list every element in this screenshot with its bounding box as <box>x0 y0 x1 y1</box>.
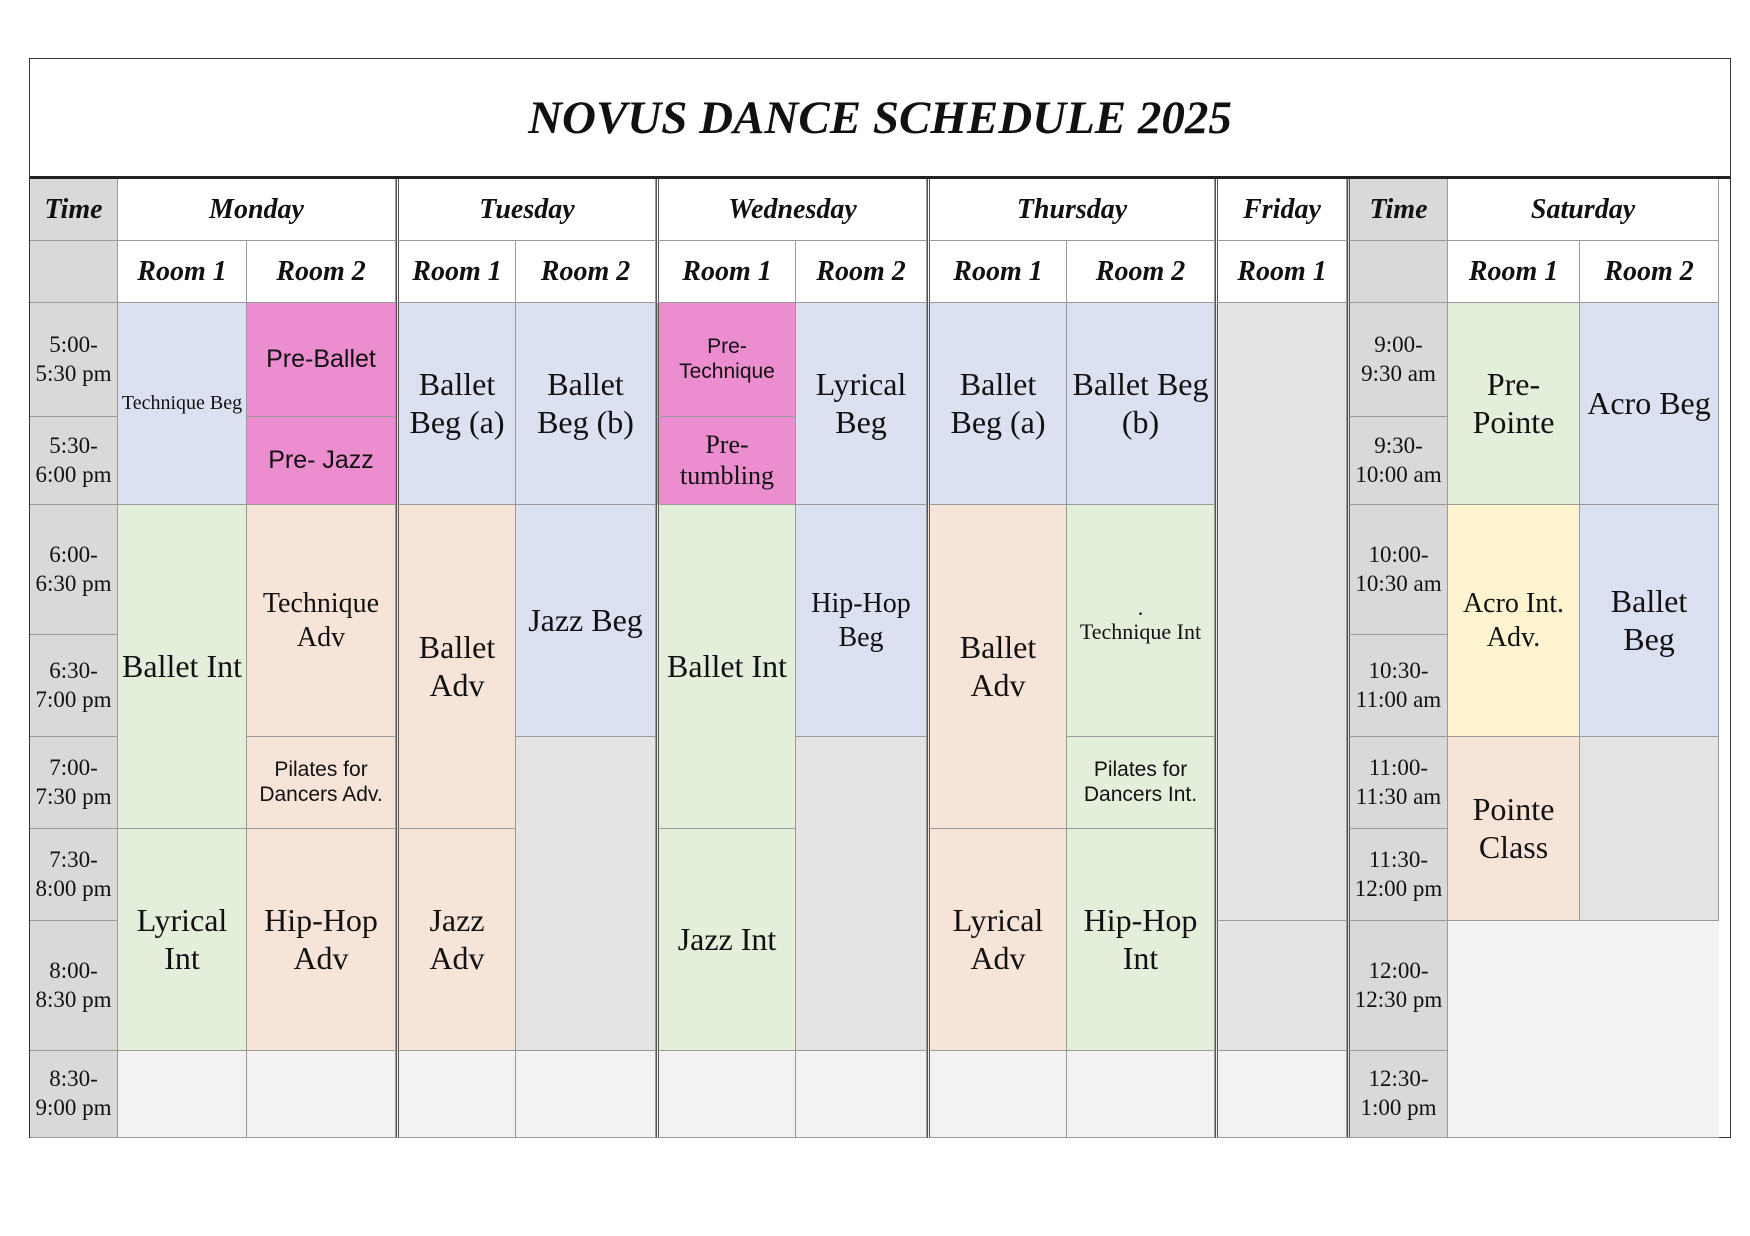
empty-slot <box>1215 303 1347 921</box>
empty-slot <box>796 1051 927 1138</box>
class-cell <box>1067 505 1215 737</box>
class-cell: Ballet Beg <box>1580 505 1719 737</box>
saturday-time-slot: 10:00- 10:30 am <box>1347 505 1448 635</box>
wednesday-room2-header: Room 2 <box>796 241 927 303</box>
empty-slot <box>396 1051 516 1138</box>
class-cell: Ballet Int <box>656 505 796 829</box>
class-label: Technique Int <box>1079 618 1202 644</box>
time-slot: 8:00- 8:30 pm <box>30 921 118 1051</box>
saturday-time-slot: 12:00- 12:30 pm <box>1347 921 1448 1051</box>
class-cell: Acro Beg <box>1580 303 1719 505</box>
class-cell: Ballet Adv <box>396 505 516 829</box>
wednesday-header: Wednesday <box>656 179 927 241</box>
empty-slot <box>1067 1051 1215 1138</box>
empty-slot <box>1215 1051 1347 1138</box>
saturday-time-slot: 11:00- 11:30 am <box>1347 737 1448 829</box>
saturday-room1-header: Room 1 <box>1448 241 1580 303</box>
class-cell: Pre- Jazz <box>247 417 396 505</box>
schedule-grid <box>30 179 1719 1138</box>
thursday-room2-header: Room 2 <box>1067 241 1215 303</box>
saturday-time-slot: 9:30- 10:00 am <box>1347 417 1448 505</box>
saturday-time-slot: 12:30- 1:00 pm <box>1347 1051 1448 1138</box>
class-cell: Pilates for Dancers Adv. <box>247 737 396 829</box>
class-cell: Jazz Beg <box>516 505 656 737</box>
empty-slot <box>1580 737 1719 921</box>
class-cell: Pilates for Dancers Int. <box>1067 737 1215 829</box>
saturday-time-slot: 11:30- 12:00 pm <box>1347 829 1448 921</box>
class-dot-mark: . <box>1137 594 1144 620</box>
time-slot: 5:00- 5:30 pm <box>30 303 118 417</box>
time-slot: 6:30- 7:00 pm <box>30 635 118 737</box>
class-cell: Lyrical Adv <box>927 829 1067 1051</box>
saturday-time-slot: 9:00- 9:30 am <box>1347 303 1448 417</box>
class-cell: Ballet Int <box>118 505 247 829</box>
schedule-sheet <box>29 58 1731 1138</box>
empty-slot <box>1215 921 1347 1051</box>
class-cell: Hip-Hop Int <box>1067 829 1215 1051</box>
empty-slot <box>1448 921 1719 1138</box>
empty-slot <box>516 1051 656 1138</box>
saturday-room2-header: Room 2 <box>1580 241 1719 303</box>
tuesday-room1-header: Room 1 <box>396 241 516 303</box>
monday-room1-header: Room 1 <box>118 241 247 303</box>
class-cell: Ballet Beg (b) <box>516 303 656 505</box>
empty-slot <box>247 1051 396 1138</box>
empty-slot <box>516 737 656 1051</box>
time-slot: 7:30- 8:00 pm <box>30 829 118 921</box>
empty-slot <box>118 1051 247 1138</box>
class-cell: Lyrical Beg <box>796 303 927 505</box>
thursday-room1-header: Room 1 <box>927 241 1067 303</box>
class-cell: Acro Int. Adv. <box>1448 505 1580 737</box>
time-slot: 7:00- 7:30 pm <box>30 737 118 829</box>
class-cell: Pre- tumbling <box>656 417 796 505</box>
class-cell: Hip-Hop Adv <box>247 829 396 1051</box>
schedule-title: NOVUS DANCE SCHEDULE 2025 <box>30 59 1730 179</box>
class-cell: Ballet Beg (a) <box>927 303 1067 505</box>
time-slot: 8:30- 9:00 pm <box>30 1051 118 1138</box>
tuesday-room2-header: Room 2 <box>516 241 656 303</box>
empty-slot <box>656 1051 796 1138</box>
time-slot: 6:00- 6:30 pm <box>30 505 118 635</box>
time-header: Time <box>30 179 118 241</box>
class-cell: Hip-Hop Beg <box>796 505 927 737</box>
class-cell: Technique Beg <box>118 303 247 505</box>
time-slot: 5:30- 6:00 pm <box>30 417 118 505</box>
monday-header: Monday <box>118 179 396 241</box>
saturday-time-header: Time <box>1347 179 1448 241</box>
class-cell: Ballet Adv <box>927 505 1067 829</box>
friday-room1-header: Room 1 <box>1215 241 1347 303</box>
class-cell: Jazz Adv <box>396 829 516 1051</box>
class-cell: Pre- Pointe <box>1448 303 1580 505</box>
saturday-time-header-blank <box>1347 241 1448 303</box>
class-cell: Pointe Class <box>1448 737 1580 921</box>
empty-slot <box>796 737 927 1051</box>
class-cell: Pre-Ballet <box>247 303 396 417</box>
class-cell: Ballet Beg (a) <box>396 303 516 505</box>
saturday-time-slot: 10:30- 11:00 am <box>1347 635 1448 737</box>
wednesday-room1-header: Room 1 <box>656 241 796 303</box>
class-cell: Lyrical Int <box>118 829 247 1051</box>
class-cell: Ballet Beg (b) <box>1067 303 1215 505</box>
time-header-blank <box>30 241 118 303</box>
class-cell: Pre- Technique <box>656 303 796 417</box>
class-cell: Jazz Int <box>656 829 796 1051</box>
class-cell: Technique Adv <box>247 505 396 737</box>
tuesday-header: Tuesday <box>396 179 656 241</box>
friday-header: Friday <box>1215 179 1347 241</box>
empty-slot <box>927 1051 1067 1138</box>
monday-room2-header: Room 2 <box>247 241 396 303</box>
thursday-header: Thursday <box>927 179 1215 241</box>
saturday-header: Saturday <box>1448 179 1719 241</box>
